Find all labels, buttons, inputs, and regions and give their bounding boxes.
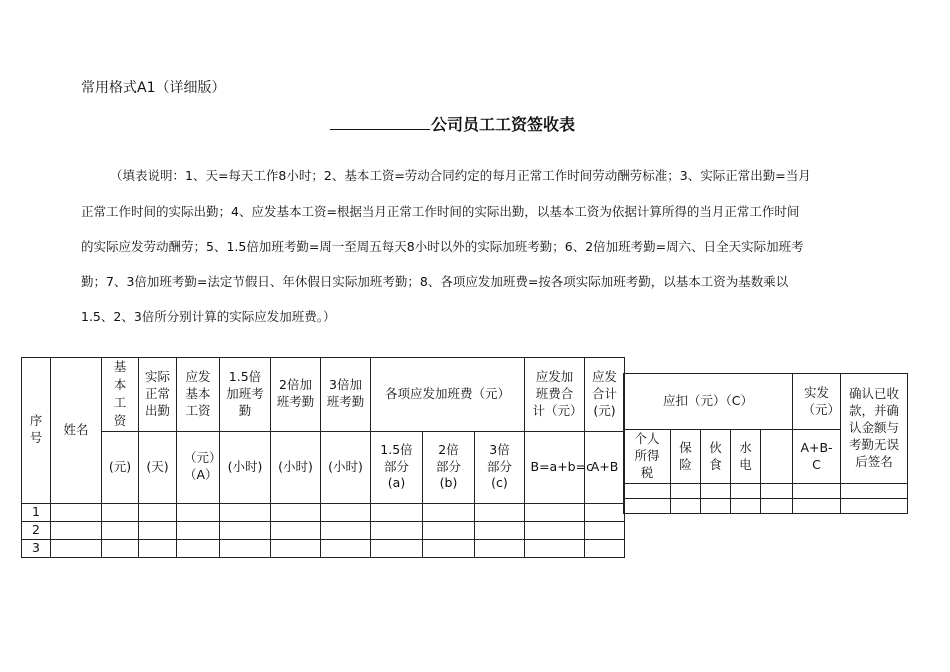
unit-yuan: (元) — [102, 431, 139, 503]
cell[interactable] — [475, 521, 525, 539]
cell[interactable] — [731, 484, 761, 499]
sub-part-a: 1.5倍部分(a) — [371, 431, 423, 503]
cell[interactable] — [102, 539, 139, 557]
header-ot-2: 2倍加班考勤 — [271, 358, 321, 432]
header-base-salary: 基本工资 — [102, 358, 139, 432]
note-line-4: 勤；7、3倍加班考勤=法定节假日、年休假日实际加班考勤；8、各项应发加班费=按各项实际加班考勤，以基本工资为基数乘以 — [81, 274, 789, 289]
cell[interactable] — [321, 503, 371, 521]
table-row — [22, 521, 625, 539]
cell[interactable] — [525, 539, 585, 557]
cell[interactable] — [371, 521, 423, 539]
cell[interactable] — [671, 484, 701, 499]
table-row — [624, 484, 908, 499]
formula-ot-total: B=a+b=c — [525, 431, 585, 503]
cell[interactable] — [585, 503, 625, 521]
sub-part-b: 2倍部分(b) — [423, 431, 475, 503]
unit-hour-3: (小时) — [321, 431, 371, 503]
format-label: 常用格式A1（详细版） — [81, 80, 226, 96]
header-deductions: 应扣（元）（C） — [624, 374, 793, 430]
header-name: 姓名 — [51, 358, 102, 504]
header-ot-pay: 各项应发加班费（元） — [371, 358, 525, 432]
sub-utilities: 水电 — [731, 430, 761, 484]
cell[interactable] — [102, 521, 139, 539]
cell[interactable] — [139, 521, 177, 539]
cell[interactable] — [371, 503, 423, 521]
header-ot-1-5: 1.5倍加班考勤 — [220, 358, 271, 432]
cell[interactable] — [793, 484, 841, 499]
cell[interactable] — [177, 521, 220, 539]
table-row — [22, 539, 625, 557]
header-seq: 序号 — [22, 358, 51, 504]
table-row — [22, 503, 625, 521]
cell[interactable] — [475, 503, 525, 521]
cell[interactable] — [761, 484, 793, 499]
cell[interactable] — [761, 499, 793, 514]
cell[interactable] — [423, 503, 475, 521]
cell[interactable] — [841, 484, 908, 499]
cell[interactable] — [475, 539, 525, 557]
cell[interactable] — [585, 539, 625, 557]
header-net-pay: 实发（元） — [793, 374, 841, 430]
cell[interactable] — [423, 521, 475, 539]
cell[interactable] — [220, 539, 271, 557]
cell[interactable] — [271, 503, 321, 521]
header-total-due: 应发合计(元) — [585, 358, 625, 432]
cell[interactable] — [177, 539, 220, 557]
cell[interactable] — [793, 499, 841, 514]
cell[interactable] — [177, 503, 220, 521]
cell[interactable] — [271, 521, 321, 539]
cell[interactable] — [220, 521, 271, 539]
cell[interactable] — [220, 503, 271, 521]
header-confirm-sign: 确认已收款，并确认金额与考勤无误后签名 — [841, 374, 908, 484]
cell[interactable] — [321, 521, 371, 539]
header-ot-pay-total: 应发加班费合计（元） — [525, 358, 585, 432]
note-line-3: 的实际应发劳动酬劳；5、1.5倍加班考勤=周一至周五每天8小时以外的实际加班考勤；6、2倍加班考勤=周六、日全天实际加班考 — [81, 239, 804, 254]
cell[interactable] — [671, 499, 701, 514]
cell[interactable] — [525, 503, 585, 521]
title-text: 公司员工工资签收表 — [431, 115, 576, 134]
sub-income-tax: 个人所得税 — [624, 430, 671, 484]
unit-hour-2: (小时) — [271, 431, 321, 503]
table-row — [624, 499, 908, 514]
unit-day: (天) — [139, 431, 177, 503]
header-due-base: 应发基本工资 — [177, 358, 220, 432]
cell[interactable] — [321, 539, 371, 557]
salary-table-left — [21, 357, 625, 558]
salary-table-right — [623, 373, 908, 514]
cell[interactable] — [51, 521, 102, 539]
cell[interactable] — [731, 499, 761, 514]
note-line-2: 正常工作时间的实际出勤；4、应发基本工资=根据当月正常工作时间的实际出勤，以基本工资为依据计算所得的当月正常工作时间 — [81, 204, 800, 219]
cell[interactable] — [624, 499, 671, 514]
note-line-5: 1.5、2、3倍所分别计算的实际应发加班费。） — [81, 309, 336, 324]
cell[interactable] — [701, 499, 731, 514]
formula-net: A+B-C — [793, 430, 841, 484]
cell[interactable] — [51, 503, 102, 521]
row-seq: 2 — [22, 521, 51, 539]
note-line-1: （填表说明：1、天=每天工作8小时；2、基本工资=劳动合同约定的每月正常工作时间劳动酬劳标准；3、实际正常出勤=当月 — [110, 168, 811, 183]
header-actual-attendance: 实际正常出勤 — [139, 358, 177, 432]
row-seq: 1 — [22, 503, 51, 521]
unit-hour-1: (小时) — [220, 431, 271, 503]
cell[interactable] — [271, 539, 321, 557]
formula-a-plus-b: A+B — [585, 431, 625, 503]
blank-subheader — [761, 430, 793, 484]
header-ot-3: 3倍加班考勤 — [321, 358, 371, 432]
page-title — [330, 112, 575, 135]
cell[interactable] — [51, 539, 102, 557]
cell[interactable] — [139, 539, 177, 557]
cell[interactable] — [102, 503, 139, 521]
sub-part-c: 3倍部分(c) — [475, 431, 525, 503]
cell[interactable] — [423, 539, 475, 557]
cell[interactable] — [585, 521, 625, 539]
row-seq: 3 — [22, 539, 51, 557]
cell[interactable] — [701, 484, 731, 499]
company-blank-line[interactable] — [330, 115, 430, 130]
cell[interactable] — [624, 484, 671, 499]
cell[interactable] — [371, 539, 423, 557]
cell[interactable] — [841, 499, 908, 514]
sub-insurance: 保险 — [671, 430, 701, 484]
sub-food: 伙食 — [701, 430, 731, 484]
unit-due-base: （元）（A） — [177, 431, 220, 503]
cell[interactable] — [139, 503, 177, 521]
cell[interactable] — [525, 521, 585, 539]
